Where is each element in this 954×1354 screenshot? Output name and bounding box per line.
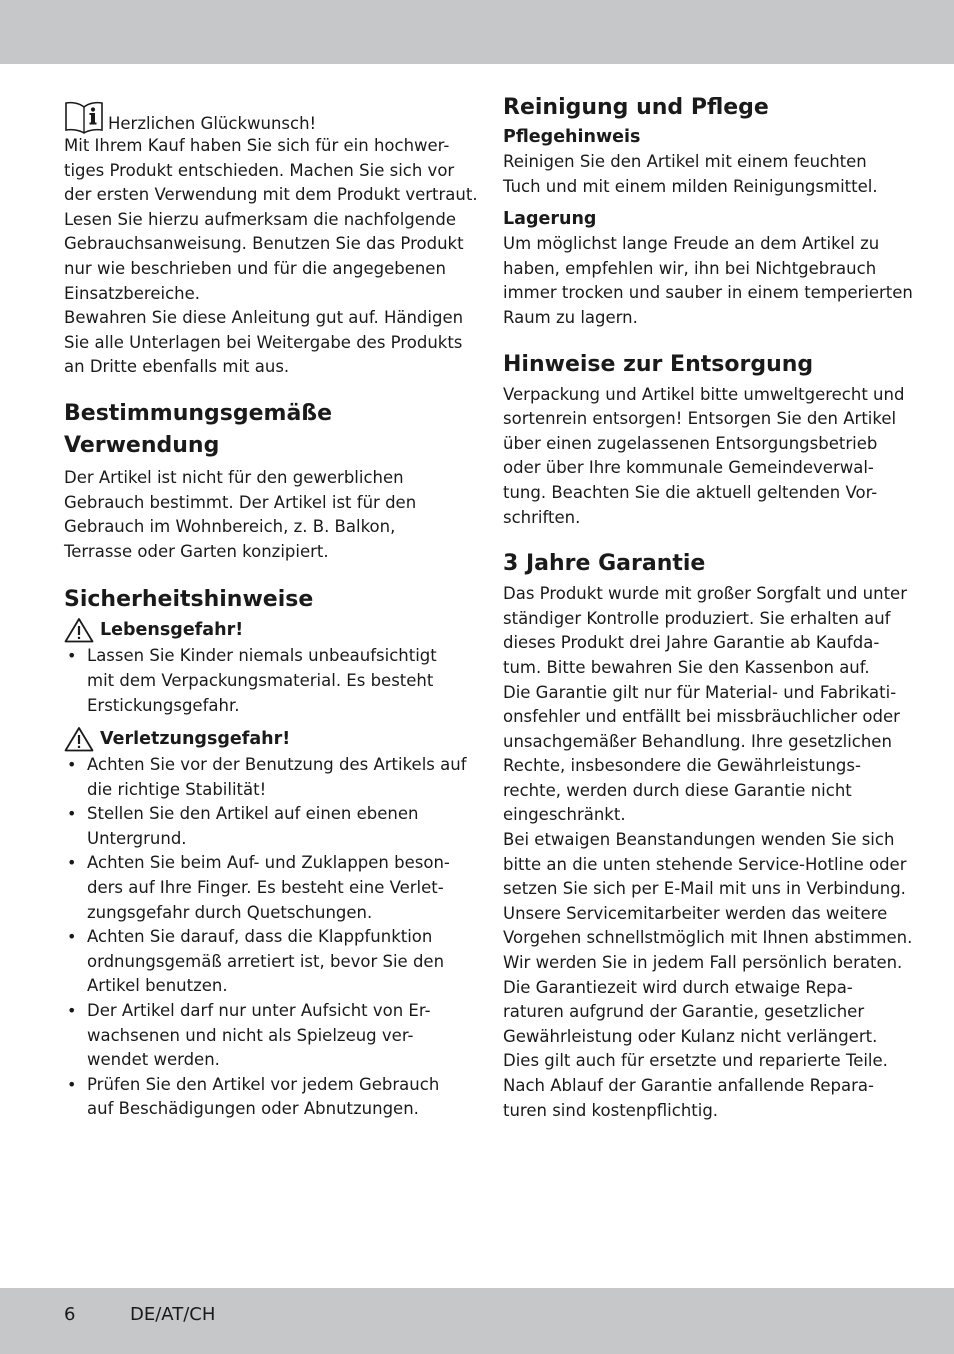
danger-of-life-list: [64, 644, 456, 718]
language-codes: DE/AT/CH: [130, 1304, 216, 1325]
storage-paragraph: [503, 232, 913, 330]
text-line: Mit Ihrem Kauf haben Sie sich für ein hochwer-: [64, 136, 450, 155]
disposal-heading: Hinweise zur Entsorgung: [503, 351, 814, 377]
list-item: [64, 1073, 456, 1122]
text-line: • Prüfen Sie den Artikel vor jedem Gebrauch: [87, 1074, 440, 1094]
text-line: Sie alle Unterlagen bei Weitergabe des Produkts: [64, 332, 463, 352]
text-line: tum. Bitte bewahren Sie den Kassenbon auf.: [503, 657, 870, 677]
danger-of-life-warning: [64, 616, 456, 644]
care-subheading: Pflegehinweis: [503, 127, 641, 147]
header-bar: [0, 0, 954, 64]
text-line: • Achten Sie beim Auf- und Zuklappen beson-: [87, 853, 450, 873]
text-line: turen sind kostenpflichtig.: [503, 1100, 719, 1120]
warning-title: Lebensgefahr!: [100, 620, 244, 641]
text-line: dieses Produkt drei Jahre Garantie ab Kaufda-: [503, 633, 880, 653]
care-paragraph: [503, 150, 895, 199]
warning-title: Verletzungsgefahr!: [100, 729, 291, 750]
text-line: Artikel benutzen.: [87, 976, 228, 996]
list-item: [64, 925, 456, 999]
use-heading-continued: Verwendung: [64, 432, 220, 458]
text-line: oder über Ihre kommunale Gemeindeverwal-: [503, 458, 874, 478]
text-line: Das Produkt wurde mit großer Sorgfalt und unter: [503, 584, 907, 604]
text-line: Verpackung und Artikel bitte umweltgerecht und: [503, 384, 905, 404]
text-line: Rechte, insbesondere die Gewährleistungs-: [503, 756, 861, 776]
safety-heading: Sicherheitshinweise: [64, 587, 314, 613]
list-item: [64, 644, 456, 718]
page-number: 6: [64, 1304, 76, 1325]
care-heading: Reinigung und Pflege: [503, 95, 769, 120]
injury-warning: [64, 725, 456, 753]
text-line: schriften.: [503, 507, 581, 527]
text-line: unsachgemäßer Behandlung. Ihre gesetzlichen: [503, 731, 892, 751]
text-line: haben, empfehlen wir, ihn bei Nichtgebrauch: [503, 258, 877, 278]
left-column: [64, 92, 478, 1122]
list-item: [64, 802, 456, 851]
text-line: Gebrauchsanweisung. Benutzen Sie das Produkt: [64, 234, 464, 254]
text-line: onsfehler und entfällt bei missbräuchlicher oder: [503, 707, 900, 727]
text-line: wendet werden.: [87, 1050, 220, 1070]
text-line: • Stellen Sie den Artikel auf einen ebenen: [87, 804, 419, 824]
text-line: immer trocken und sauber in einem temperierten: [503, 283, 913, 303]
warranty-heading: 3 Jahre Garantie: [503, 551, 706, 577]
list-item: [64, 851, 456, 925]
text-line: ders auf Ihre Finger. Es besteht eine Verlet-: [87, 878, 444, 898]
text-line: Tuch und mit einem milden Reinigungsmittel.: [503, 176, 878, 196]
text-line: Gebrauch im Wohnbereich, z. B. Balkon,: [64, 517, 396, 537]
text-line: Erstickungsgefahr.: [87, 695, 240, 715]
text-line: Die Garantie gilt nur für Material- und Fabrikati-: [503, 682, 897, 702]
text-line: Bewahren Sie diese Anleitung gut auf. Händigen: [64, 308, 464, 328]
text-line: Lesen Sie hierzu aufmerksam die nachfolgende: [64, 209, 457, 229]
text-line: rechte, werden durch diese Garantie nicht: [503, 780, 852, 800]
text-line: Vorgehen schnellstmöglich mit Ihnen abstimmen.: [503, 928, 913, 948]
right-column: [503, 92, 913, 1123]
injury-list: [64, 753, 467, 1122]
text-line: • Achten Sie darauf, dass die Klappfunktion: [87, 927, 433, 947]
text-line: Untergrund.: [87, 828, 187, 848]
text-line: tung. Beachten Sie die aktuell geltenden Vor-: [503, 482, 878, 502]
warning-triangle-icon: [64, 726, 94, 752]
text-line: auf Beschädigungen oder Abnutzungen.: [87, 1099, 419, 1119]
text-line: Unsere Servicemitarbeiter werden das weitere: [503, 903, 888, 923]
text-line: nur wie beschrieben und für die angegebenen: [64, 258, 446, 278]
use-heading: Bestimmungsgemäße: [64, 400, 333, 426]
warranty-paragraph: [503, 582, 913, 1123]
text-line: Gebrauch bestimmt. Der Artikel ist für den: [64, 492, 417, 512]
text-line: Terrasse oder Garten konzipiert.: [64, 541, 329, 561]
text-line: ständiger Kontrolle produziert. Sie erhalten auf: [503, 608, 891, 628]
text-line: bitte an die unten stehende Service-Hotline oder: [503, 854, 907, 874]
greeting-text: Herzlichen Glückwunsch!: [108, 114, 317, 133]
list-item: [64, 999, 456, 1073]
text-line: Reinigen Sie den Artikel mit einem feuchten: [503, 152, 867, 171]
text-line: Bei etwaigen Beanstandungen wenden Sie sich: [503, 830, 895, 850]
intro-paragraph: [64, 134, 478, 380]
text-line: Um möglichst lange Freude an dem Artikel zu: [503, 234, 880, 254]
text-line: setzen Sie sich per E-Mail mit uns in Verbindung.: [503, 879, 906, 899]
use-paragraph: [64, 466, 456, 564]
warning-triangle-icon: [64, 617, 94, 643]
text-line: • Lassen Sie Kinder niemals unbeaufsichtigt: [87, 646, 437, 666]
text-line: Wir werden Sie in jedem Fall persönlich beraten.: [503, 953, 903, 973]
text-line: • Achten Sie vor der Benutzung des Artikels auf: [87, 755, 467, 775]
read-manual-icon: [64, 100, 104, 134]
disposal-paragraph: [503, 383, 905, 531]
text-line: ordnungsgemäß arretiert ist, bevor Sie den: [87, 951, 445, 971]
text-line: der ersten Verwendung mit dem Produkt vertraut.: [64, 185, 478, 205]
list-item: [64, 753, 467, 802]
text-line: mit dem Verpackungsmaterial. Es besteht: [87, 670, 434, 690]
text-line: Die Garantiezeit wird durch etwaige Repa-: [503, 977, 853, 997]
text-line: die richtige Stabilität!: [87, 779, 267, 799]
text-line: Einsatzbereiche.: [64, 283, 201, 303]
storage-subheading: Lagerung: [503, 209, 597, 230]
text-line: raturen aufgrund der Garantie, gesetzlicher: [503, 1002, 865, 1022]
text-line: Dies gilt auch für ersetzte und reparierte Teile.: [503, 1051, 888, 1071]
text-line: tiges Produkt entschieden. Machen Sie sich vor: [64, 160, 455, 180]
text-line: Nach Ablauf der Garantie anfallende Repara-: [503, 1076, 874, 1095]
text-line: Der Artikel ist nicht für den gewerblichen: [64, 467, 404, 487]
text-line: Raum zu lagern.: [503, 307, 638, 327]
text-line: an Dritte ebenfalls mit aus.: [64, 357, 290, 377]
intro-heading: [64, 92, 456, 134]
text-line: eingeschränkt.: [503, 805, 626, 825]
text-line: wachsenen und nicht als Spielzeug ver-: [87, 1025, 414, 1045]
text-line: sortenrein entsorgen! Entsorgen Sie den Artikel: [503, 409, 897, 429]
text-line: • Der Artikel darf nur unter Aufsicht von Er-: [87, 1001, 431, 1021]
text-line: über einen zugelassenen Entsorgungsbetrieb: [503, 433, 878, 453]
text-line: Gewährleistung oder Kulanz nicht verlängert.: [503, 1026, 878, 1046]
text-line: zungsgefahr durch Quetschungen.: [87, 902, 373, 922]
